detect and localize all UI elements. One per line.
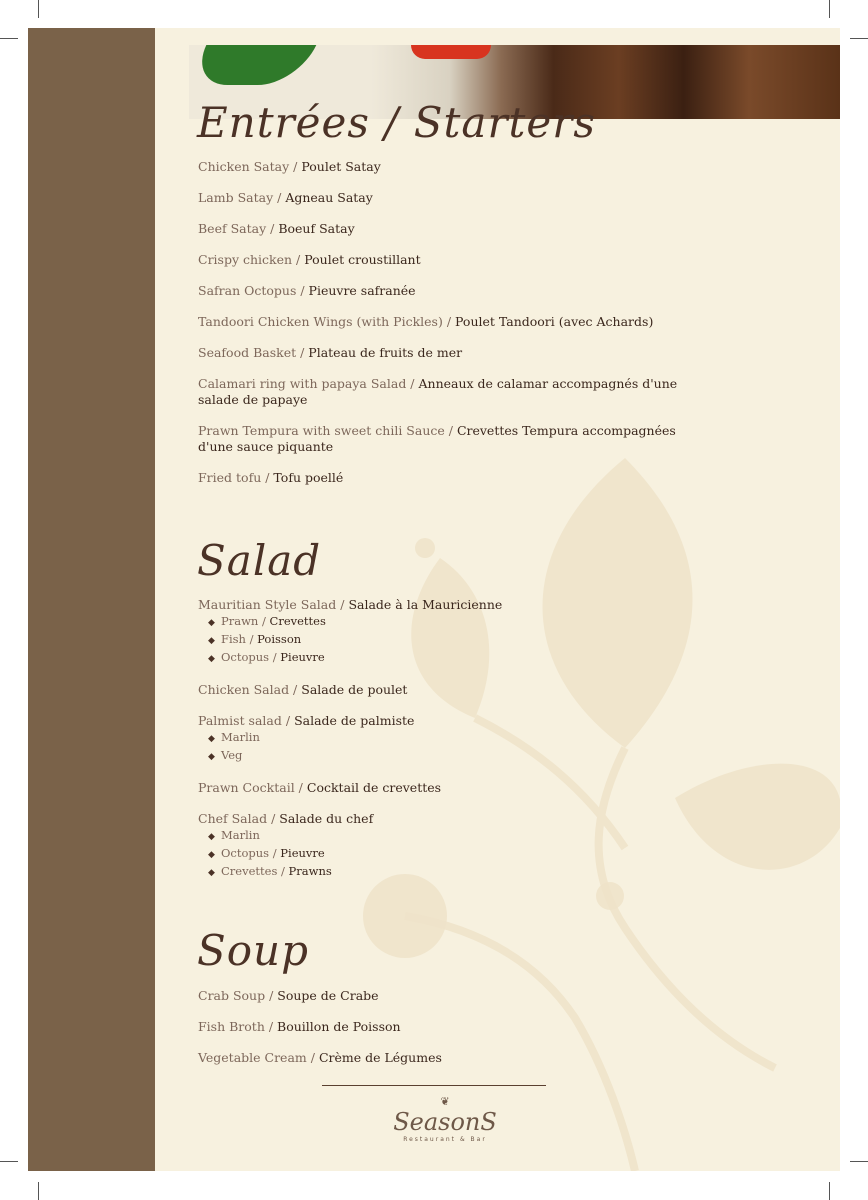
name-separator: / [269,650,281,664]
dish-name-french: Pieuvre safranée [308,283,416,298]
option-item [208,631,678,649]
name-separator: / [289,159,302,174]
option-english: Octopus [221,650,270,664]
dish-name-english: Calamari ring with papaya Salad [198,376,407,391]
dish-name-french: Soupe de Crabe [277,988,379,1003]
crop-mark [850,38,868,39]
diamond-bullet-icon: ◆ [208,850,215,860]
dish-name-french: Poulet croustillant [304,252,421,267]
dish-name-french: Bouillon de Poisson [277,1019,401,1034]
name-separator: / [267,811,280,826]
salad-list [198,597,678,881]
dish-name-french: Salade de poulet [301,682,408,697]
logo-tagline: Restaurant & Bar [403,1136,487,1143]
option-english: Marlin [221,828,260,842]
option-french: Pieuvre [280,846,325,860]
name-separator: / [269,846,281,860]
leaf-sprig-icon: ❦ [440,1095,450,1108]
option-item [208,649,678,667]
diamond-bullet-icon: ◆ [208,618,215,628]
dish-name-french: Salade à la Mauricienne [348,597,503,612]
name-separator: / [406,376,419,391]
menu-item [198,283,678,299]
footer-divider [322,1085,546,1086]
crop-mark [850,1161,868,1162]
menu-item [198,682,678,698]
name-separator: / [264,1019,278,1034]
option-english: Prawn [221,614,259,628]
menu-item [198,221,678,237]
dish-name-french: Plateau de fruits de mer [308,345,463,360]
option-english: Marlin [221,730,260,744]
dish-name-french: Agneau Satay [285,190,373,205]
dish-name-french: Crevettes Tempura accompagnées d'une sauce piquante [198,423,676,454]
diamond-bullet-icon: ◆ [208,734,215,744]
brown-sidebar-band [28,28,155,1171]
menu-item [198,159,678,175]
dish-name-french: Tofu poellé [273,470,344,485]
menu-item [198,780,678,796]
dish-name-english: Mauritian Style Salad [198,597,337,612]
red-pepper [411,45,491,59]
crop-mark [0,38,18,39]
name-separator: / [292,252,305,267]
dish-name-english: Seafood Basket [198,345,297,360]
name-separator: / [261,470,274,485]
starters-heading: Entrées / Starters [197,98,596,147]
dish-name-english: Lamb Satay [198,190,274,205]
menu-item [198,376,678,408]
name-separator: / [306,1050,319,1065]
option-item [208,863,678,881]
dish-name-english: Crab Soup [198,988,270,1003]
menu-item [198,1050,678,1066]
name-separator: / [266,221,279,236]
starters-list [198,159,678,486]
dish-name-english: Vegetable Cream [198,1050,307,1065]
option-item [208,827,678,845]
dish-name-french: Boeuf Satay [278,221,355,236]
name-separator: / [245,632,258,646]
option-english: Veg [221,748,243,762]
dish-name-english: Prawn Cocktail [198,780,295,795]
option-item [208,845,678,863]
dish-name-english: Chef Salad [198,811,268,826]
name-separator: / [336,597,349,612]
dish-name-french: Poulet Satay [301,159,381,174]
option-list [198,613,678,667]
dish-name-french: Poulet Tandoori (avec Achards) [455,314,654,329]
name-separator: / [444,423,457,438]
option-french: Prawns [288,864,332,878]
option-list [198,827,678,881]
name-separator: / [296,283,309,298]
crop-mark [829,1182,830,1200]
soup-list [198,988,678,1066]
option-english: Fish [221,632,246,646]
dish-name-english: Prawn Tempura with sweet chili Sauce [198,423,445,438]
menu-item [198,345,678,361]
name-separator: / [289,682,302,697]
menu-page [155,28,840,1171]
option-item [208,613,678,631]
menu-item [198,252,678,268]
dish-name-english: Chicken Salad [198,682,290,697]
menu-item [198,1019,678,1035]
dish-name-french: Crème de Légumes [318,1050,442,1065]
name-separator: / [442,314,456,329]
crop-mark [38,0,39,18]
name-separator: / [294,780,307,795]
menu-item [198,988,678,1004]
dish-name-french: Anneaux de calamar accompagnés d'une salade de papaye [198,376,678,407]
diamond-bullet-icon: ◆ [208,752,215,762]
dish-name-english: Fried tofu [198,470,262,485]
option-french: Poisson [257,632,302,646]
name-separator: / [281,713,295,728]
salad-heading: Salad [197,536,322,585]
diamond-bullet-icon: ◆ [208,868,215,878]
diamond-bullet-icon: ◆ [208,832,215,842]
option-item [208,729,678,747]
option-french: Crevettes [269,614,326,628]
herb-leaf [188,45,317,85]
menu-item [198,713,678,765]
dish-name-french: Salade du chef [279,811,374,826]
option-french: Pieuvre [280,650,325,664]
name-separator: / [296,345,309,360]
menu-item [198,811,678,881]
name-separator: / [277,864,289,878]
menu-item [198,597,678,667]
menu-item [198,423,678,455]
dish-name-english: Fish Broth [198,1019,265,1034]
dish-name-english: Safran Octopus [198,283,297,298]
soup-heading: Soup [197,926,309,975]
crop-mark [38,1182,39,1200]
name-separator: / [258,614,270,628]
dish-name-english: Tandoori Chicken Wings (with Pickles) [198,314,443,329]
diamond-bullet-icon: ◆ [208,636,215,646]
menu-item [198,470,678,486]
name-separator: / [269,988,278,1003]
dish-name-english: Palmist salad [198,713,282,728]
option-list [198,729,678,765]
dish-name-french: Cocktail de crevettes [306,780,442,795]
dish-name-english: Crispy chicken [198,252,293,267]
crop-mark [829,0,830,18]
dish-name-english: Chicken Satay [198,159,290,174]
option-item [208,747,678,765]
diamond-bullet-icon: ◆ [208,654,215,664]
dish-name-english: Beef Satay [198,221,267,236]
logo-name: SeasonS [393,1108,497,1136]
menu-item [198,190,678,206]
name-separator: / [273,190,286,205]
dish-name-french: Salade de palmiste [294,713,415,728]
option-english: Crevettes [221,864,278,878]
crop-mark [0,1161,18,1162]
menu-item [198,314,678,330]
option-english: Octopus [221,846,270,860]
restaurant-logo [370,1096,520,1143]
